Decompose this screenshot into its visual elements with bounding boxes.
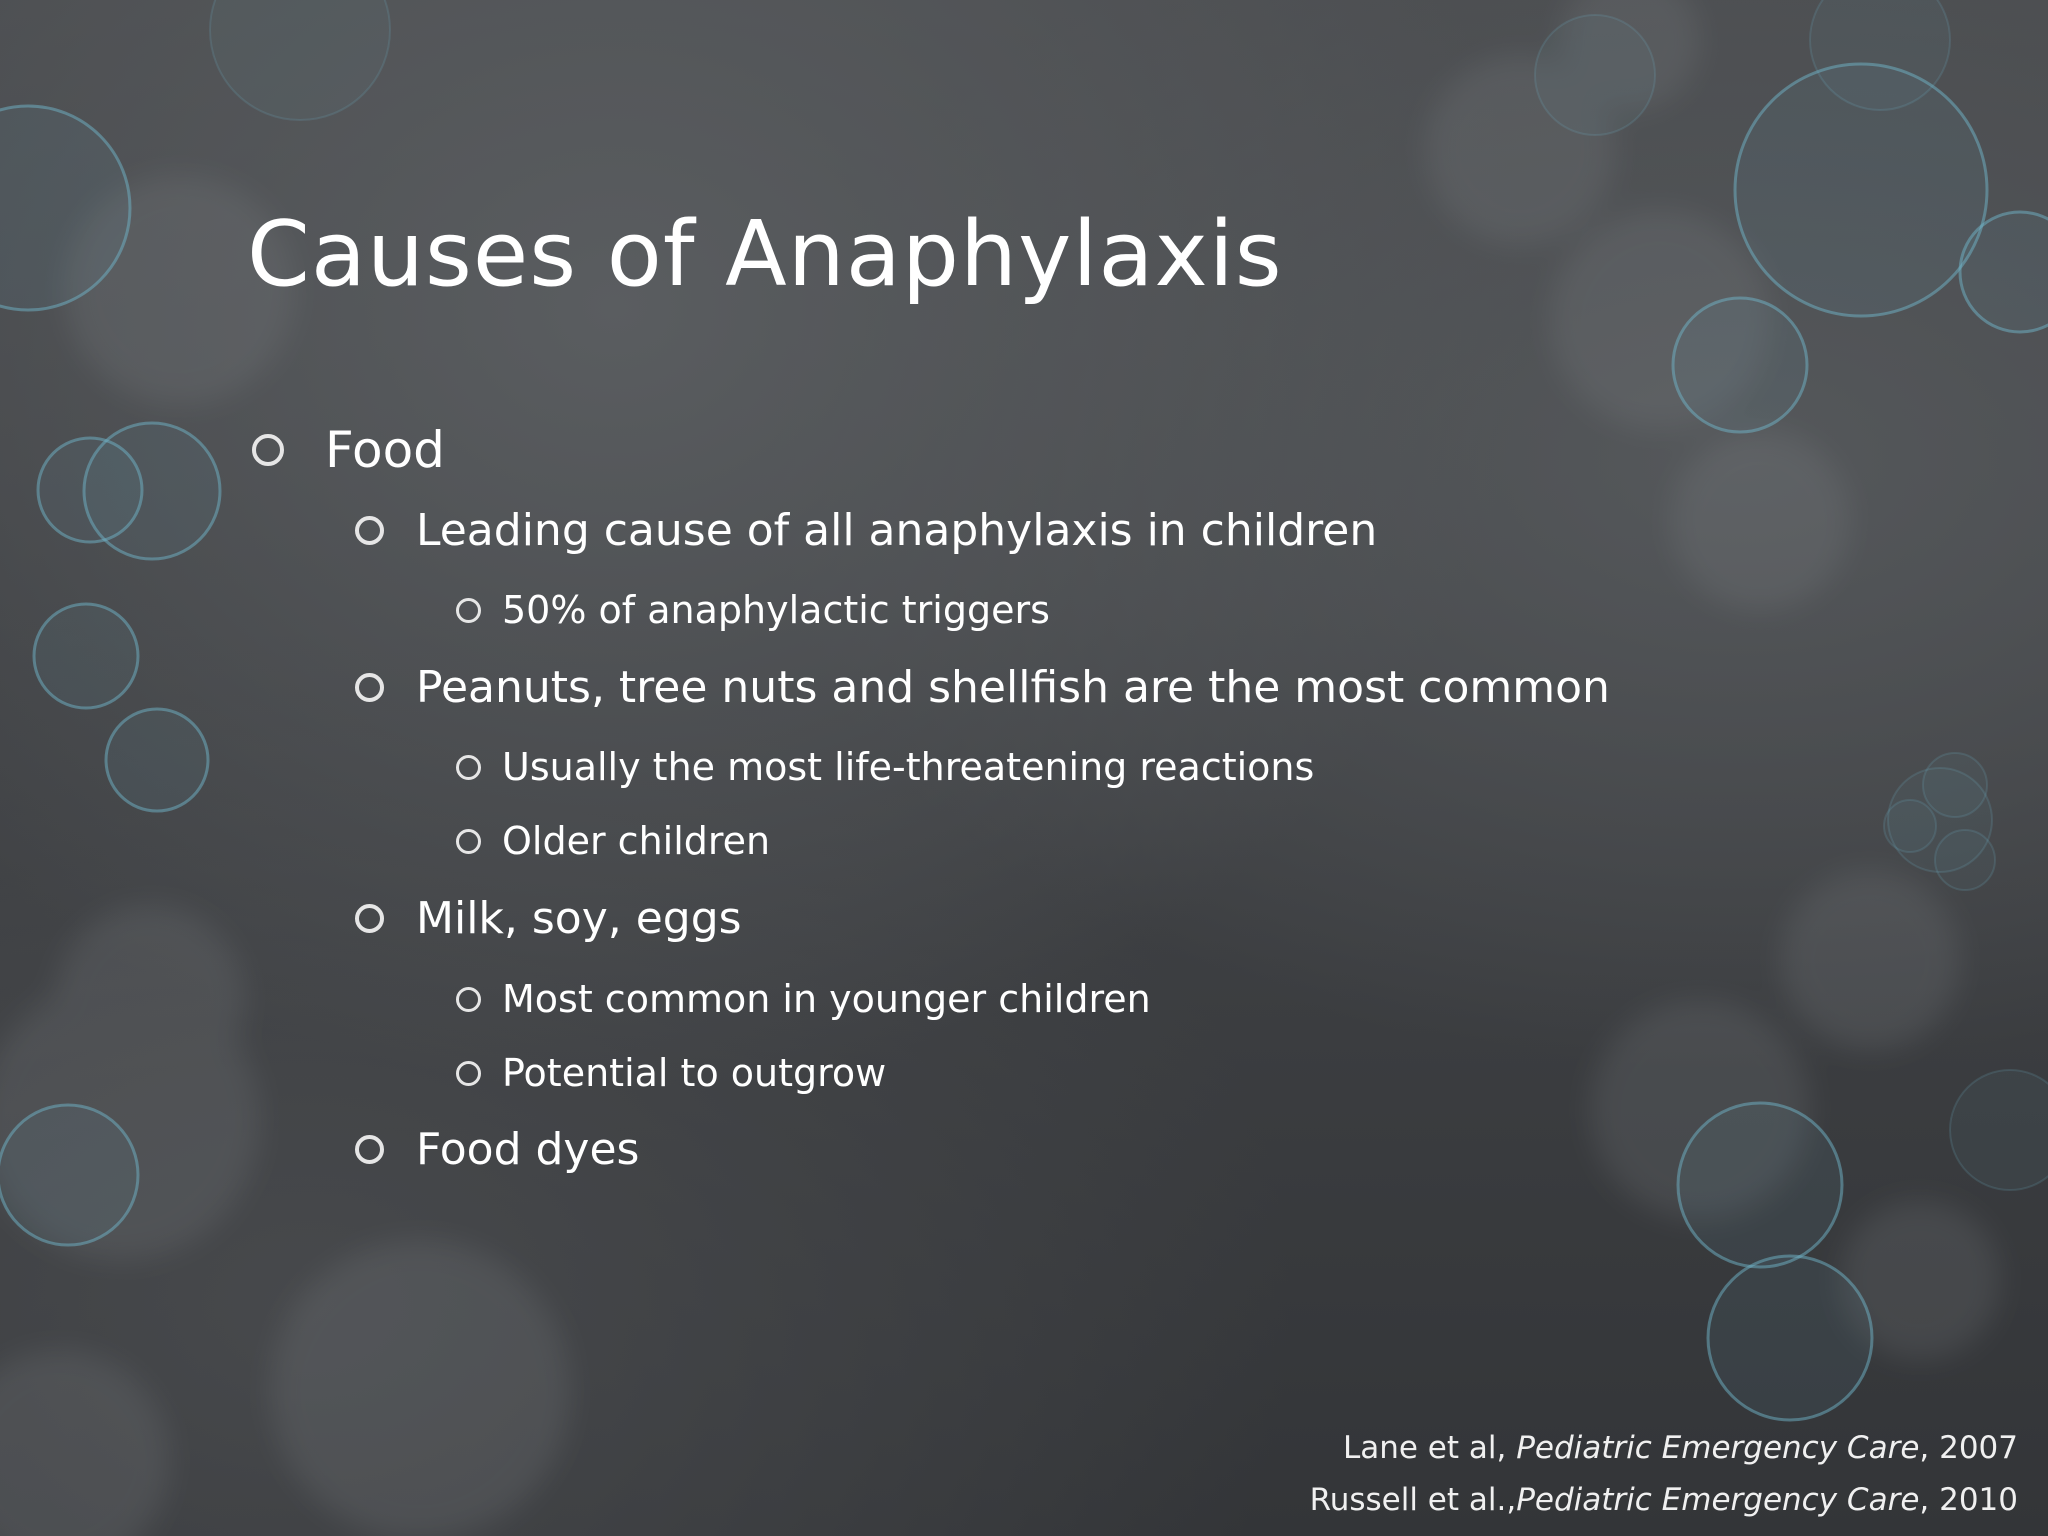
hollow-circle-bullet-icon xyxy=(456,1061,481,1086)
list-item xyxy=(456,588,1050,632)
bullet-text: Milk, soy, eggs xyxy=(416,893,742,944)
reference-year: , 2007 xyxy=(1919,1430,2018,1466)
bullet-text: 50% of anaphylactic triggers xyxy=(502,588,1050,632)
list-item xyxy=(456,1051,886,1095)
hollow-circle-bullet-icon xyxy=(456,987,481,1012)
hollow-circle-bullet-icon xyxy=(456,755,481,780)
bullet-text: Food dyes xyxy=(416,1124,640,1175)
list-item xyxy=(456,745,1314,789)
references xyxy=(1310,1422,2018,1526)
hollow-circle-bullet-icon xyxy=(456,598,481,623)
bullet-text: Most common in younger children xyxy=(502,977,1151,1021)
list-item xyxy=(456,977,1151,1021)
reference-author: Lane et al, xyxy=(1342,1430,1517,1466)
list-item xyxy=(355,893,742,944)
hollow-circle-bullet-icon xyxy=(355,904,384,933)
reference-line xyxy=(1310,1474,2018,1526)
hollow-circle-bullet-icon xyxy=(355,1135,384,1164)
hollow-circle-bullet-icon xyxy=(355,516,384,545)
hollow-circle-bullet-icon xyxy=(355,673,384,702)
reference-year: , 2010 xyxy=(1919,1482,2018,1518)
reference-journal: Pediatric Emergency Care xyxy=(1516,1430,1920,1466)
reference-author: Russell et al., xyxy=(1309,1482,1517,1518)
list-item xyxy=(456,819,770,863)
list-item xyxy=(355,505,1377,556)
bullet-text: Potential to outgrow xyxy=(502,1051,887,1095)
bullet-text: Usually the most life-threatening reactions xyxy=(502,745,1315,789)
hollow-circle-bullet-icon xyxy=(456,829,481,854)
reference-journal: Pediatric Emergency Care xyxy=(1516,1482,1920,1518)
list-item xyxy=(355,662,1610,713)
bullet-text: Peanuts, tree nuts and shellfish are the most common xyxy=(416,662,1610,713)
list-item xyxy=(355,1124,639,1175)
bullet-text: Older children xyxy=(502,819,771,863)
list-item xyxy=(252,421,445,479)
hollow-circle-bullet-icon xyxy=(252,434,284,466)
bullet-text: Leading cause of all anaphylaxis in children xyxy=(416,505,1378,556)
bullet-text: Food xyxy=(325,421,445,479)
reference-line xyxy=(1310,1422,2018,1474)
slide-title: Causes of Anaphylaxis xyxy=(247,202,1283,307)
